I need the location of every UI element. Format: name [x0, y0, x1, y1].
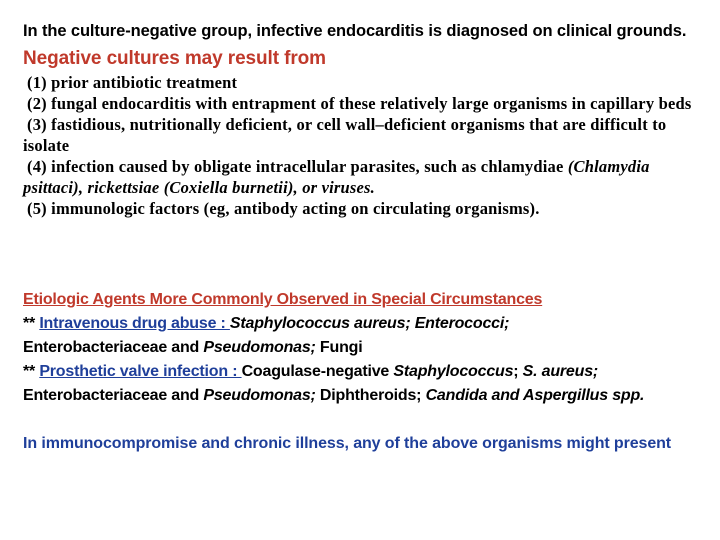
ivdu-label: Intravenous drug abuse :	[39, 315, 230, 332]
ivdu-prefix: **	[23, 315, 40, 332]
causes-list	[23, 72, 703, 219]
pvi-organism-2: Staphylococcus	[393, 363, 514, 380]
cause-text: infection caused by obligate intracellular parasites, such as chlamydiae	[51, 157, 564, 176]
cause-text: fungal endocarditis with entrapment of these relatively large organisms in capillary beds	[51, 94, 692, 113]
ivdu-line	[23, 312, 713, 360]
pvi-organism-1: Coagulase-negative	[241, 363, 394, 380]
cause-number: (3)	[27, 115, 47, 134]
ivdu-organism-2: Enterobacteriaceae and	[23, 339, 204, 356]
intro-paragraph	[23, 18, 703, 73]
pvi-organism-7: Diphtheroids;	[315, 387, 426, 404]
cause-text: fastidious, nutritionally deficient, or cell wall–deficient organisms that are difficult to isolate	[23, 115, 667, 155]
intro-red-lead: Negative cultures may result from	[23, 48, 326, 69]
etiology-heading: Etiologic Agents More Commonly Observed in Special Circumstances	[23, 291, 543, 308]
etiology-section	[23, 288, 713, 408]
pvi-organism-4: S. aureus;	[522, 363, 599, 380]
pvi-line	[23, 360, 713, 408]
ivdu-organism-4: Fungi	[315, 339, 363, 356]
pvi-organism-3: ;	[513, 363, 523, 380]
intro-text: In the culture-negative group, infective endocarditis is diagnosed on clinical grounds.	[23, 22, 687, 40]
cause-item-2	[23, 93, 703, 114]
cause-text: prior antibiotic treatment	[51, 73, 238, 92]
cause-number: (5)	[27, 199, 47, 218]
ivdu-organism-3: Pseudomonas;	[203, 339, 316, 356]
cause-italic-tail: (Chlamydia psittaci), rickettsiae (Coxiella burnetii), or viruses.	[23, 157, 650, 197]
cause-number: (2)	[27, 94, 47, 113]
cause-number: (4)	[27, 157, 47, 176]
cause-item-1	[23, 72, 703, 93]
closing-paragraph: In immunocompromise and chronic illness, any of the above organisms might present	[23, 435, 672, 452]
pvi-organism-6: Pseudomonas;	[203, 387, 316, 404]
pvi-label: Prosthetic valve infection :	[39, 363, 242, 380]
cause-item-4	[23, 156, 703, 198]
ivdu-organism-1: Staphylococcus aureus; Enterococci;	[229, 315, 510, 332]
pvi-organism-8: Candida and Aspergillus spp.	[425, 387, 645, 404]
pvi-prefix: **	[23, 363, 40, 380]
cause-text: immunologic factors (eg, antibody acting on circulating organisms).	[51, 199, 540, 218]
cause-item-3	[23, 114, 703, 156]
cause-number: (1)	[27, 73, 47, 92]
cause-item-5	[23, 198, 703, 219]
pvi-organism-5: Enterobacteriaceae and	[23, 387, 204, 404]
